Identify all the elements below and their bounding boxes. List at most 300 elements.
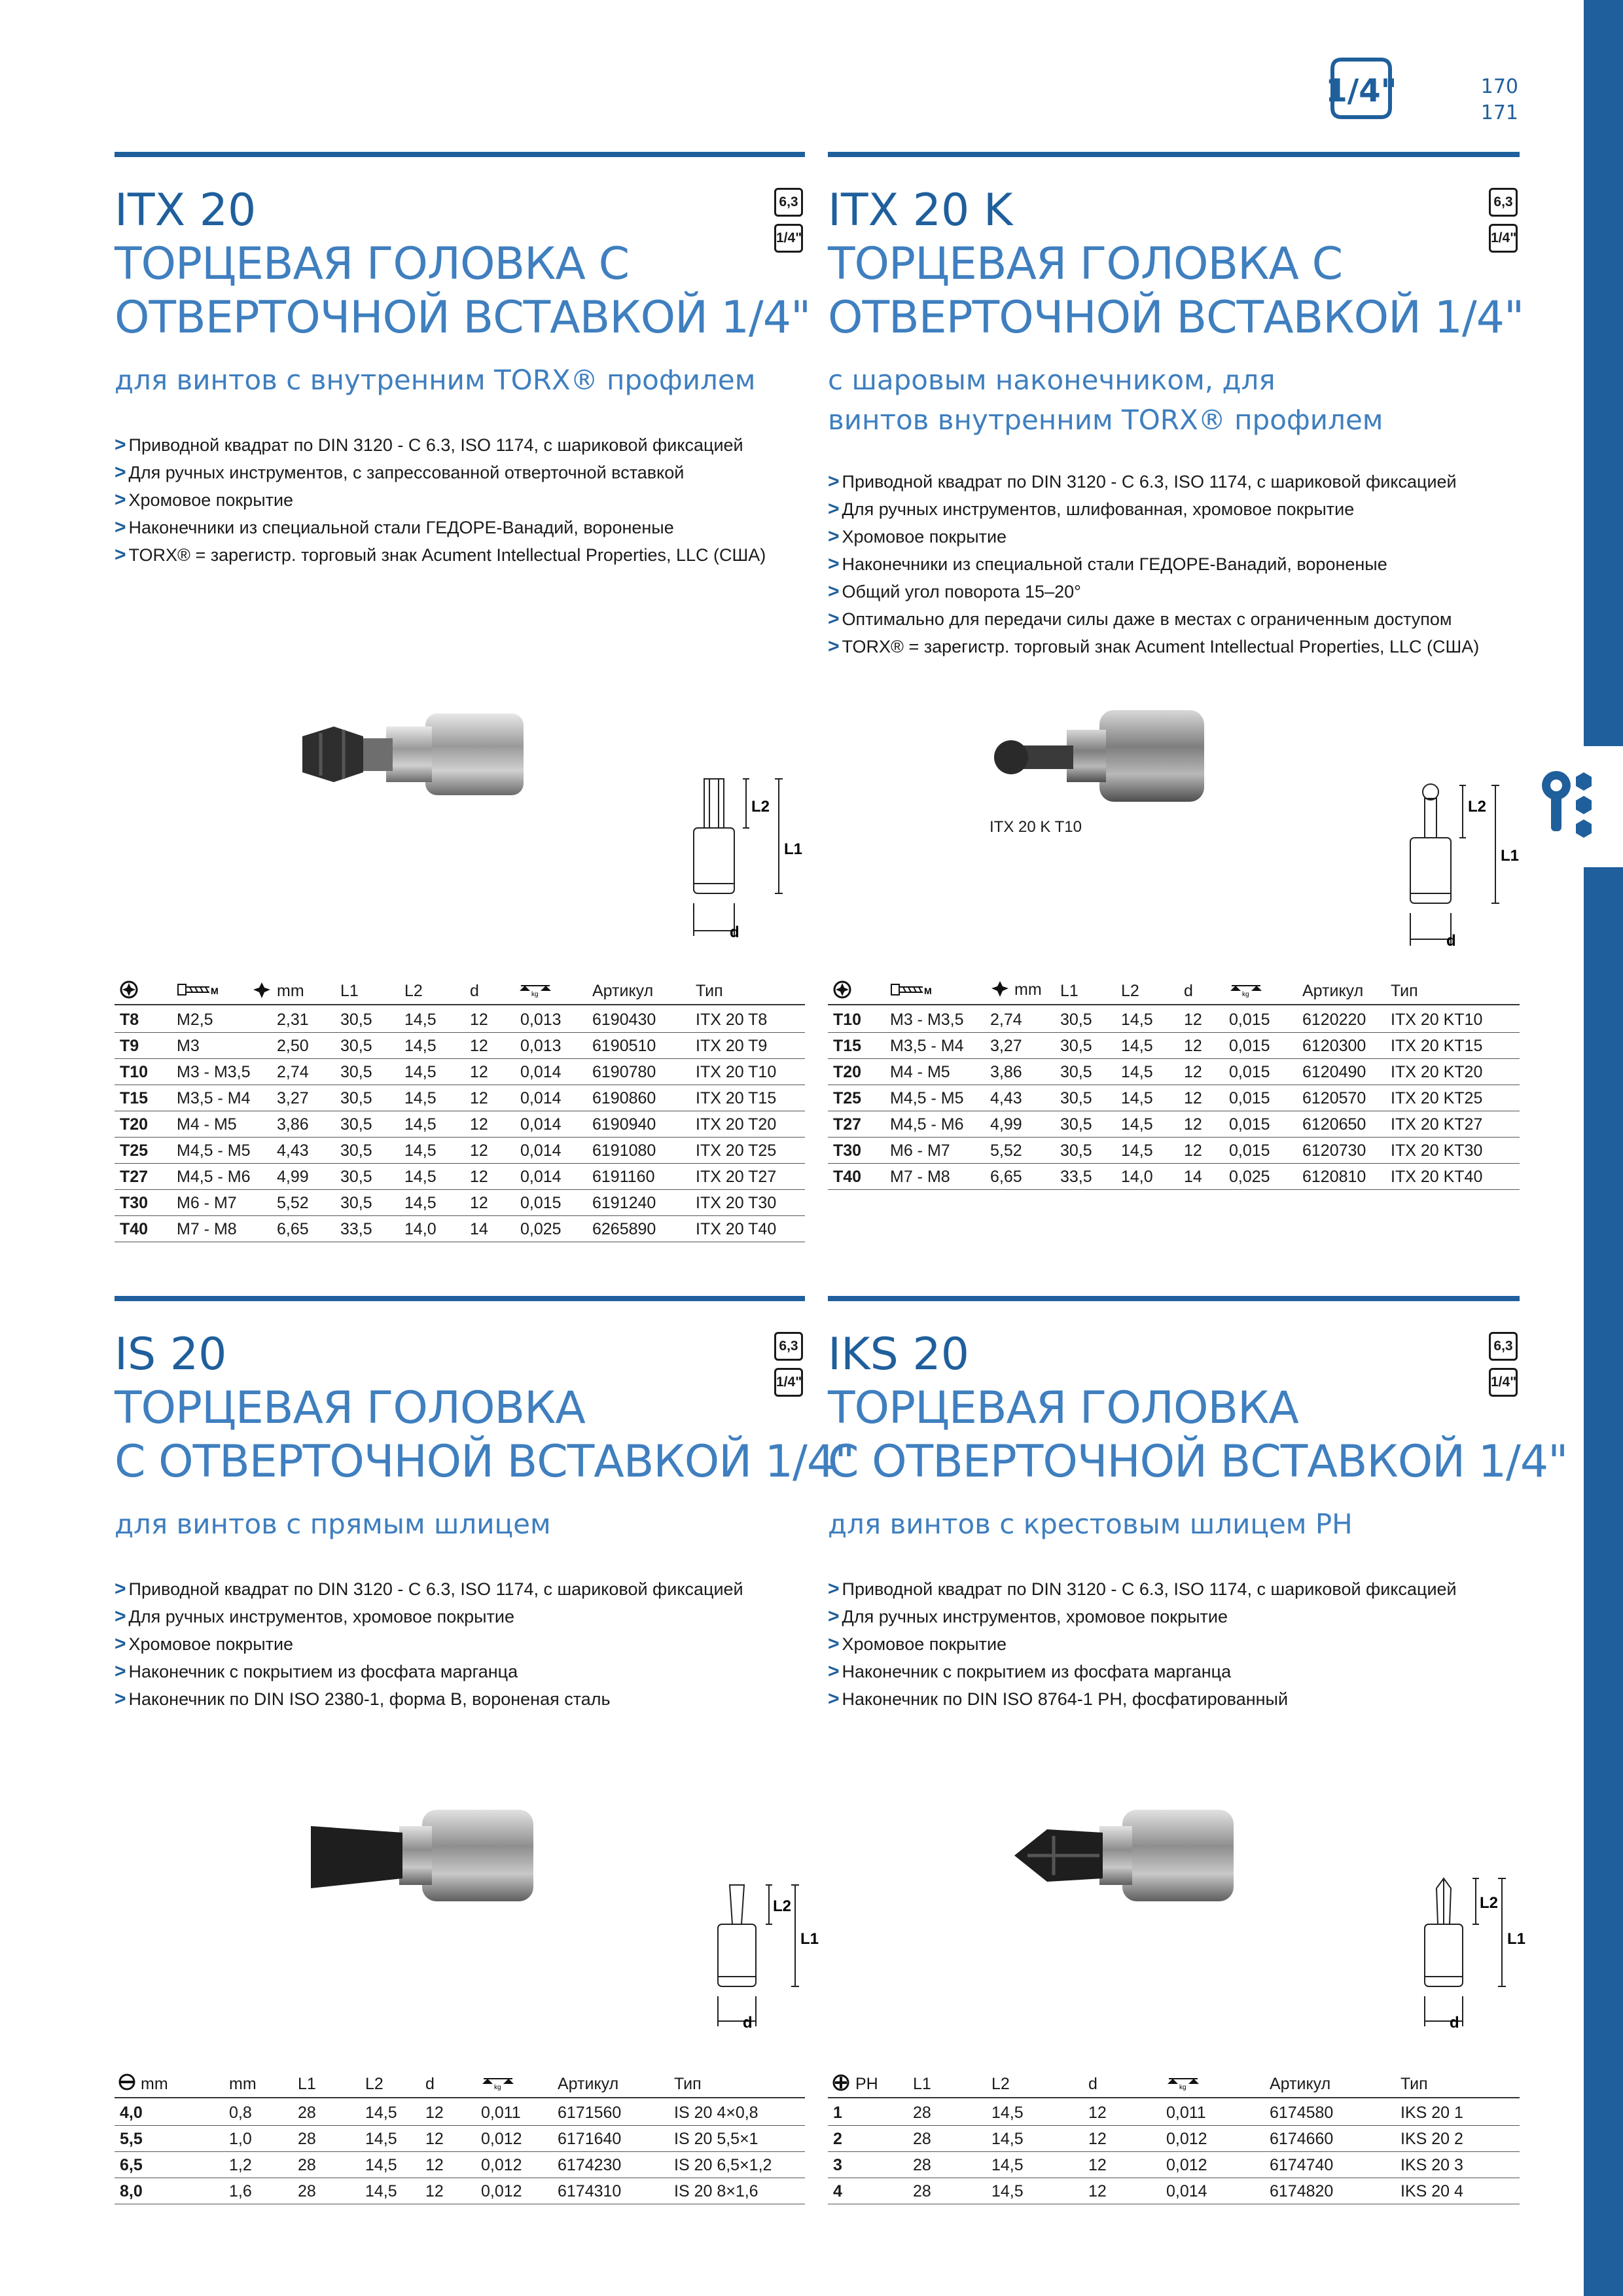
table-cell: 12 <box>470 1063 488 1081</box>
table-cell: 14,5 <box>365 2130 397 2148</box>
svg-text:kg: kg <box>494 2084 501 2090</box>
table-cell: T15 <box>833 1037 862 1055</box>
feature-item: > TORX® = зарегистр. торговый знак Acument Intellectual Properties, LLC (США) <box>828 633 1479 660</box>
svg-text:kg: kg <box>531 991 539 997</box>
table-cell: 12 <box>470 1141 488 1160</box>
table-cell: 6191240 <box>592 1194 656 1212</box>
feature-item: > Приводной квадрат по DIN 3120 - C 6.3, ISO 1174, с шариковой фиксацией <box>828 1575 1457 1603</box>
table-cell: ITX 20 T9 <box>696 1037 768 1055</box>
table-cell: M4,5 - M6 <box>890 1115 964 1134</box>
table-cell: ITX 20 KT10 <box>1391 1011 1483 1029</box>
section-subtitle-line2: С ОТВЕРТОЧНОЙ ВСТАВКОЙ 1/4" <box>828 1436 1568 1488</box>
table-header-rule <box>828 1004 1520 1005</box>
dim-label-d: d <box>1446 932 1456 950</box>
table-cell: 0,025 <box>1229 1168 1270 1186</box>
size-badge-63: 6,3 <box>1489 188 1518 217</box>
feature-item: > Оптимально для передачи силы даже в местах с ограниченным доступом <box>828 605 1479 633</box>
table-cell: 14,0 <box>404 1220 437 1238</box>
dim-label-l2: L2 <box>1468 798 1487 816</box>
table-cell: 33,5 <box>340 1220 372 1238</box>
table-cell: ITX 20 T20 <box>696 1115 777 1134</box>
section-subtitle-line2: ОТВЕРТОЧНОЙ ВСТАВКОЙ 1/4" <box>115 292 811 344</box>
feature-item: > Приводной квадрат по DIN 3120 - C 6.3, ISO 1174, с шариковой фиксацией <box>828 468 1479 495</box>
table-cell: 12 <box>470 1115 488 1134</box>
table-cell: 12 <box>470 1194 488 1212</box>
table-cell: 30,5 <box>340 1168 372 1186</box>
table-cell: ITX 20 KT40 <box>1391 1168 1483 1186</box>
section-description-line2: винтов внутренним TORX® профилем <box>828 404 1383 436</box>
col-header-ph: PH <box>855 2075 878 2093</box>
table-cell: 28 <box>913 2130 931 2148</box>
feature-item: > TORX® = зарегистр. торговый знак Acument Intellectual Properties, LLC (США) <box>115 541 766 569</box>
svg-text:M: M <box>924 986 932 996</box>
table-cell: 14,5 <box>1121 1115 1153 1134</box>
product-photo-itx20 <box>294 700 543 812</box>
col-header-d: d <box>425 2075 435 2093</box>
table-cell: 14,5 <box>404 1141 437 1160</box>
wrench-category-icon <box>1538 766 1597 844</box>
table-cell: 0,014 <box>520 1168 562 1186</box>
table-row-divider <box>115 1189 805 1190</box>
table-cell: 5,52 <box>277 1194 309 1212</box>
table-cell: T25 <box>120 1141 149 1160</box>
table-cell: 0,025 <box>520 1220 562 1238</box>
table-cell: 6120810 <box>1302 1168 1366 1186</box>
product-caption: ITX 20 K T10 <box>990 818 1082 836</box>
table-cell: T27 <box>120 1168 149 1186</box>
table-cell: 12 <box>470 1037 488 1055</box>
table-cell: IS 20 5,5×1 <box>674 2130 758 2148</box>
table-row-divider <box>115 1137 805 1138</box>
size-badge-quarter: 1/4" <box>774 224 803 253</box>
table-row-divider <box>828 1058 1520 1059</box>
table-cell: 12 <box>1184 1089 1202 1107</box>
table-cell: 28 <box>913 2156 931 2174</box>
table-cell: 12 <box>470 1089 488 1107</box>
table-cell: ITX 20 T30 <box>696 1194 777 1212</box>
weight-scale-icon <box>1166 2073 1200 2090</box>
product-photo-iks20 <box>1008 1800 1257 1911</box>
table-cell: T10 <box>833 1011 862 1029</box>
table-cell: 14,5 <box>365 2156 397 2174</box>
table-row-divider <box>828 1189 1520 1190</box>
table-cell: 14 <box>1184 1168 1202 1186</box>
table-cell: 14,5 <box>404 1037 437 1055</box>
table-cell: 0,014 <box>1166 2182 1207 2200</box>
table-cell: 2,74 <box>990 1011 1022 1029</box>
table-cell: 6174820 <box>1270 2182 1334 2200</box>
col-header-l1: L1 <box>340 982 359 1000</box>
table-cell: 0,014 <box>520 1141 562 1160</box>
size-badge-quarter: 1/4" <box>774 1368 803 1397</box>
svg-text:kg: kg <box>1242 991 1249 997</box>
table-cell: 30,5 <box>340 1037 372 1055</box>
table-cell: 0,015 <box>1229 1115 1270 1134</box>
table-cell: 6120650 <box>1302 1115 1366 1134</box>
table-cell: IS 20 6,5×1,2 <box>674 2156 772 2174</box>
table-row-divider <box>828 2151 1520 2152</box>
table-cell: T30 <box>833 1141 862 1160</box>
table-cell: 30,5 <box>340 1115 372 1134</box>
table-cell: ITX 20 T25 <box>696 1141 777 1160</box>
table-cell: M4,5 - M5 <box>890 1089 964 1107</box>
table-cell: 3,86 <box>277 1115 309 1134</box>
table-cell: 6120490 <box>1302 1063 1366 1081</box>
dim-label-l2: L2 <box>773 1897 792 1915</box>
col-header-l2: L2 <box>365 2075 383 2093</box>
table-cell: T30 <box>120 1194 149 1212</box>
torx-size-icon <box>252 982 272 999</box>
table-cell: 12 <box>1184 1115 1202 1134</box>
table-cell: 14,5 <box>365 2182 397 2200</box>
feature-list <box>828 1575 1457 1713</box>
weight-scale-icon <box>518 980 552 997</box>
table-cell: 12 <box>1088 2104 1107 2122</box>
table-cell: T40 <box>833 1168 862 1186</box>
section-description: для винтов с крестовым шлицем PH <box>828 1508 1353 1540</box>
table-row-divider <box>828 1137 1520 1138</box>
table-cell: 6,65 <box>990 1168 1022 1186</box>
table-cell: 12 <box>1088 2182 1107 2200</box>
col-header-d: d <box>1184 982 1193 1000</box>
dim-label-l1: L1 <box>1501 847 1520 865</box>
table-cell: 0,013 <box>520 1011 562 1029</box>
table-cell: 14,5 <box>1121 1089 1153 1107</box>
col-header-mm: mm <box>1014 980 1042 999</box>
table-cell: 14,5 <box>404 1063 437 1081</box>
table-cell: 28 <box>298 2156 316 2174</box>
feature-item: > Хромовое покрытие <box>115 486 766 514</box>
col-header-mm: mm <box>277 982 304 1000</box>
table-cell: M6 - M7 <box>177 1194 237 1212</box>
table-cell: 0,015 <box>1229 1141 1270 1160</box>
dimension-drawing-itx20k <box>1397 772 1528 956</box>
table-cell: 12 <box>1184 1063 1202 1081</box>
col-header-width-mm: mm <box>141 2075 168 2093</box>
dim-label-d: d <box>1450 2014 1459 2032</box>
table-cell: IS 20 8×1,6 <box>674 2182 758 2200</box>
table-cell: M7 - M8 <box>177 1220 237 1238</box>
table-cell: 12 <box>470 1168 488 1186</box>
feature-item: > Приводной квадрат по DIN 3120 - C 6.3, ISO 1174, с шариковой фиксацией <box>115 1575 743 1603</box>
table-cell: ITX 20 T8 <box>696 1011 768 1029</box>
section-subtitle-line1: ТОРЦЕВАЯ ГОЛОВКА <box>115 1382 585 1434</box>
table-row-divider <box>115 2151 805 2152</box>
table-cell: 1,0 <box>229 2130 252 2148</box>
table-cell: 6120730 <box>1302 1141 1366 1160</box>
col-header-thickness-mm: mm <box>229 2075 257 2093</box>
table-cell: M3 - M3,5 <box>890 1011 964 1029</box>
table-row-divider <box>828 1032 1520 1033</box>
dim-label-l2: L2 <box>751 798 770 816</box>
table-cell: M4 - M5 <box>177 1115 237 1134</box>
table-cell: ITX 20 KT25 <box>1391 1089 1483 1107</box>
table-cell: 14,5 <box>1121 1037 1153 1055</box>
table-cell: 12 <box>1184 1037 1202 1055</box>
weight-scale-icon <box>1229 980 1263 997</box>
table-row-divider <box>115 1163 805 1164</box>
table-row-divider <box>115 2125 805 2126</box>
section-subtitle-line2: ОТВЕРТОЧНОЙ ВСТАВКОЙ 1/4" <box>828 292 1524 344</box>
drive-size-badge-frame <box>1329 56 1394 121</box>
table-cell: 6190860 <box>592 1089 656 1107</box>
dimension-drawing-itx20 <box>681 766 812 949</box>
spec-table-iks20 <box>828 2068 1520 2199</box>
table-cell: 2,50 <box>277 1037 309 1055</box>
table-cell: 0,014 <box>520 1115 562 1134</box>
col-header-type: Тип <box>696 982 723 1000</box>
svg-text:M: M <box>211 986 219 996</box>
table-cell: ITX 20 T10 <box>696 1063 777 1081</box>
table-cell: 6190940 <box>592 1115 656 1134</box>
col-header-article: Артикул <box>558 2075 619 2093</box>
table-header-rule <box>828 2097 1520 2098</box>
feature-item: > Хромовое покрытие <box>828 1630 1457 1658</box>
table-cell: 3 <box>833 2156 842 2174</box>
table-cell: 30,5 <box>340 1063 372 1081</box>
section-subtitle-line2: С ОТВЕРТОЧНОЙ ВСТАВКОЙ 1/4" <box>115 1436 855 1488</box>
table-cell: 0,011 <box>481 2104 521 2122</box>
dim-label-l1: L1 <box>800 1930 819 1948</box>
table-cell: T27 <box>833 1115 862 1134</box>
feature-item: > Общий угол поворота 15–20° <box>828 578 1479 605</box>
table-cell: 14,5 <box>404 1194 437 1212</box>
table-cell: 6191080 <box>592 1141 656 1160</box>
table-cell: 30,5 <box>1060 1037 1092 1055</box>
dim-label-d: d <box>730 924 740 941</box>
feature-item: > Наконечник с покрытием из фосфата марганца <box>828 1658 1457 1685</box>
col-header-type: Тип <box>1391 982 1418 1000</box>
table-cell: 2,31 <box>277 1011 309 1029</box>
table-cell: 30,5 <box>1060 1089 1092 1107</box>
table-cell: 30,5 <box>340 1194 372 1212</box>
table-cell: M4,5 - M5 <box>177 1141 251 1160</box>
table-cell: M7 - M8 <box>890 1168 950 1186</box>
page-number-right: 171 <box>1480 101 1518 124</box>
table-cell: M3,5 - M4 <box>890 1037 964 1055</box>
feature-item: > Хромовое покрытие <box>828 523 1479 550</box>
table-row-divider <box>115 1032 805 1033</box>
feature-item: > Приводной квадрат по DIN 3120 - C 6.3, ISO 1174, с шариковой фиксацией <box>115 431 766 459</box>
table-row-divider <box>828 2125 1520 2126</box>
table-cell: M3 <box>177 1037 200 1055</box>
side-color-band <box>1584 0 1623 2296</box>
product-photo-itx20k <box>982 704 1230 815</box>
table-row-divider <box>115 1215 805 1216</box>
table-cell: 6174310 <box>558 2182 622 2200</box>
table-cell: 30,5 <box>340 1011 372 1029</box>
feature-item: > Наконечники из специальной стали ГЕДОРЕ-Ванадий, вороненые <box>115 514 766 541</box>
table-cell: 5,5 <box>120 2130 143 2148</box>
feature-list <box>115 1575 743 1713</box>
feature-item: > Хромовое покрытие <box>115 1630 743 1658</box>
table-cell: 6174580 <box>1270 2104 1334 2122</box>
table-cell: M4 - M5 <box>890 1063 950 1081</box>
table-cell: ITX 20 KT30 <box>1391 1141 1483 1160</box>
table-cell: M3,5 - M4 <box>177 1089 251 1107</box>
table-cell: 6120220 <box>1302 1011 1366 1029</box>
table-cell: 14,5 <box>991 2104 1024 2122</box>
table-cell: 6120300 <box>1302 1037 1366 1055</box>
table-cell: 14,5 <box>404 1168 437 1186</box>
dim-label-d: d <box>743 2014 753 2032</box>
table-cell: 30,5 <box>340 1089 372 1107</box>
table-header-rule <box>115 1004 805 1005</box>
table-cell: 14,5 <box>1121 1141 1153 1160</box>
section-rule <box>115 152 805 157</box>
feature-list <box>115 431 766 569</box>
col-header-l1: L1 <box>913 2075 931 2093</box>
table-cell: T40 <box>120 1220 149 1238</box>
col-header-type: Тип <box>674 2075 702 2093</box>
table-cell: 3,27 <box>277 1089 309 1107</box>
col-header-type: Тип <box>1400 2075 1428 2093</box>
table-cell: 12 <box>425 2130 444 2148</box>
table-cell: 33,5 <box>1060 1168 1092 1186</box>
table-cell: 0,012 <box>1166 2130 1207 2148</box>
table-cell: T25 <box>833 1089 862 1107</box>
table-cell: 12 <box>425 2104 444 2122</box>
dim-label-l1: L1 <box>1507 1930 1526 1948</box>
table-cell: ITX 20 KT27 <box>1391 1115 1483 1134</box>
table-cell: 28 <box>298 2182 316 2200</box>
table-cell: 4,99 <box>990 1115 1022 1134</box>
table-cell: M2,5 <box>177 1011 213 1029</box>
table-cell: 4,99 <box>277 1168 309 1186</box>
table-cell: 6174740 <box>1270 2156 1334 2174</box>
section-rule <box>828 152 1520 157</box>
section-rule <box>828 1296 1520 1301</box>
dimension-drawing-iks20 <box>1410 1872 1541 2042</box>
table-cell: ITX 20 T40 <box>696 1220 777 1238</box>
table-cell: 30,5 <box>1060 1115 1092 1134</box>
table-cell: 14,5 <box>991 2156 1024 2174</box>
table-cell: 12 <box>425 2182 444 2200</box>
table-cell: 14,5 <box>991 2130 1024 2148</box>
table-cell: 0,015 <box>1229 1063 1270 1081</box>
table-cell: 6120570 <box>1302 1089 1366 1107</box>
table-cell: 1,2 <box>229 2156 252 2174</box>
table-cell: 1,6 <box>229 2182 252 2200</box>
section-title: ITX 20 <box>115 185 257 236</box>
drive-size-badge <box>1329 56 1394 121</box>
table-cell: 28 <box>298 2104 316 2122</box>
table-cell: 0,014 <box>520 1063 562 1081</box>
section-subtitle-line1: ТОРЦЕВАЯ ГОЛОВКА <box>828 1382 1298 1434</box>
table-cell: ITX 20 T15 <box>696 1089 777 1107</box>
table-cell: 12 <box>425 2156 444 2174</box>
size-badge-63: 6,3 <box>1489 1332 1518 1361</box>
table-cell: T20 <box>120 1115 149 1134</box>
table-row-divider <box>828 1163 1520 1164</box>
feature-item: > Для ручных инструментов, шлифованная, хромовое покрытие <box>828 495 1479 523</box>
table-cell: 8,0 <box>120 2182 143 2200</box>
size-badge-quarter: 1/4" <box>1489 224 1518 253</box>
phillips-profile-icon <box>832 2073 850 2092</box>
table-cell: 6174230 <box>558 2156 622 2174</box>
table-cell: 14,5 <box>1121 1011 1153 1029</box>
section-subtitle-line1: ТОРЦЕВАЯ ГОЛОВКА С <box>115 238 630 290</box>
section-description-line1: с шаровым наконечником, для <box>828 364 1275 396</box>
table-cell: IS 20 4×0,8 <box>674 2104 758 2122</box>
table-cell: 3,86 <box>990 1063 1022 1081</box>
feature-item: > Для ручных инструментов, хромовое покрытие <box>828 1603 1457 1630</box>
table-cell: 6190780 <box>592 1063 656 1081</box>
table-cell: 0,015 <box>1229 1089 1270 1107</box>
table-cell: 14,5 <box>404 1089 437 1107</box>
table-cell: T10 <box>120 1063 149 1081</box>
table-cell: 12 <box>1088 2156 1107 2174</box>
table-cell: 0,014 <box>520 1089 562 1107</box>
table-cell: 6,65 <box>277 1220 309 1238</box>
screw-thread-icon <box>890 982 936 997</box>
table-cell: 14,5 <box>404 1115 437 1134</box>
table-cell: IKS 20 3 <box>1400 2156 1463 2174</box>
section-description: для винтов с прямым шлицем <box>115 1508 551 1540</box>
table-cell: 6171640 <box>558 2130 622 2148</box>
table-row-divider <box>115 1058 805 1059</box>
col-header-article: Артикул <box>592 982 654 1000</box>
table-cell: 0,012 <box>481 2130 522 2148</box>
table-cell: 30,5 <box>1060 1063 1092 1081</box>
table-cell: T15 <box>120 1089 149 1107</box>
svg-text:kg: kg <box>1179 2084 1186 2090</box>
table-cell: 6171560 <box>558 2104 622 2122</box>
table-cell: 1 <box>833 2104 842 2122</box>
table-cell: T8 <box>120 1011 139 1029</box>
dim-label-l1: L1 <box>784 840 803 858</box>
table-cell: 6191160 <box>592 1168 655 1186</box>
screw-thread-icon <box>177 982 223 997</box>
feature-item: > Для ручных инструментов, с запрессованной отверточной вставкой <box>115 459 766 486</box>
table-cell: T20 <box>833 1063 862 1081</box>
table-cell: ITX 20 KT15 <box>1391 1037 1483 1055</box>
table-cell: 12 <box>470 1011 488 1029</box>
feature-item: > Наконечник по DIN ISO 2380-1, форма B, вороненая сталь <box>115 1685 743 1713</box>
table-cell: 4,43 <box>990 1089 1022 1107</box>
col-header-article: Артикул <box>1270 2075 1331 2093</box>
table-cell: M6 - M7 <box>890 1141 950 1160</box>
section-title: IS 20 <box>115 1329 227 1380</box>
table-cell: 6,5 <box>120 2156 143 2174</box>
torx-profile-icon <box>120 980 138 999</box>
table-cell: 28 <box>298 2130 316 2148</box>
col-header-d: d <box>1088 2075 1097 2093</box>
dimension-drawing-is20 <box>704 1872 834 2042</box>
product-photo-is20 <box>304 1800 553 1911</box>
col-header-d: d <box>470 982 479 1000</box>
table-cell: 14,5 <box>404 1011 437 1029</box>
drive-size-badge-text: 1/4" <box>1329 73 1394 109</box>
table-cell: 0,015 <box>1229 1011 1270 1029</box>
table-cell: 0,012 <box>481 2156 522 2174</box>
section-title: ITX 20 K <box>828 185 1013 236</box>
table-cell: 0,012 <box>481 2182 522 2200</box>
col-header-l2: L2 <box>991 2075 1010 2093</box>
table-cell: 3,27 <box>990 1037 1022 1055</box>
table-cell: 30,5 <box>1060 1011 1092 1029</box>
table-cell: 0,013 <box>520 1037 562 1055</box>
torx-size-icon <box>990 980 1010 997</box>
table-cell: IKS 20 2 <box>1400 2130 1463 2148</box>
page-number-left: 170 <box>1480 75 1518 98</box>
table-cell: 6265890 <box>592 1220 656 1238</box>
col-header-l1: L1 <box>1060 982 1079 1000</box>
table-cell: 6190430 <box>592 1011 656 1029</box>
feature-list <box>828 468 1479 660</box>
spec-table-itx20k <box>828 975 1520 1198</box>
table-cell: 2,74 <box>277 1063 309 1081</box>
